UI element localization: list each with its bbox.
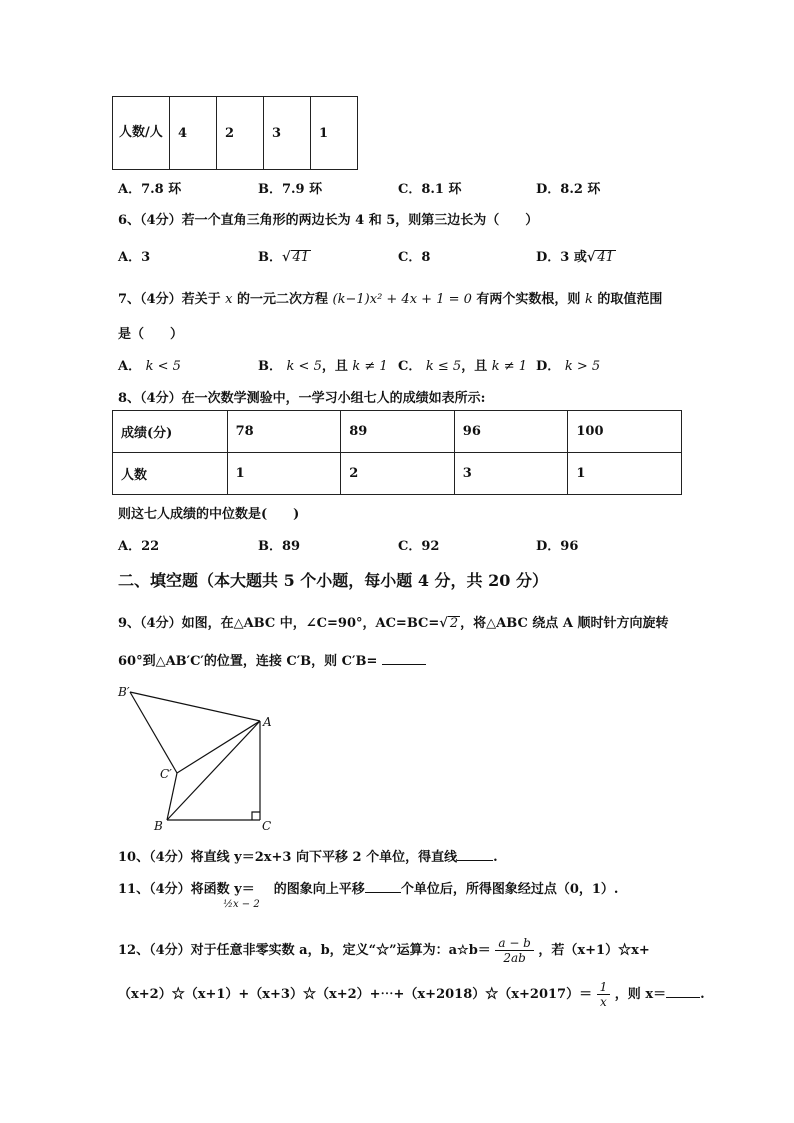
segment-b-prime-a [130, 692, 260, 721]
q8-table [112, 410, 682, 495]
q11-text-a: 11、（4分）将函数 [118, 882, 230, 897]
q8-header-cell: 成绩(分) [113, 411, 228, 453]
q6-sqrt-b: 41 [292, 250, 310, 265]
q5-table [112, 96, 358, 170]
q7-stem-a: 7、（4分）若关于 [118, 292, 221, 307]
q7-stem-c: 有两个实数根，则 [476, 292, 581, 307]
q7-option-b-label: B． [258, 359, 282, 374]
q8-row-cell: 1 [568, 453, 682, 495]
q12-fraction [495, 936, 534, 965]
q7-option-a-math: k < 5 [145, 359, 181, 374]
q8-followup: 则这七人成绩的中位数是( ) [118, 507, 300, 522]
label-c: C [262, 819, 272, 833]
q12-text-a: 12、（4分）对于任意非零实数 a，b，定义“☆”运算为：a☆b＝ [118, 943, 491, 958]
q12-line2-a: （x+2）☆（x+1）+（x+3）☆（x+2）+⋯+（x+2018）☆（x+2017）＝ [118, 987, 593, 1002]
q10-answer-blank [457, 848, 493, 861]
q7-option-c-cond: k ≠ 1 [491, 359, 528, 374]
right-angle-mark [252, 812, 260, 820]
q12-frac2-den: x [600, 995, 607, 1009]
q9-line2-text: 60°到△AB′C′的位置，连接 C′B，则 C′B= [118, 654, 378, 669]
q5-option-a: A．7.8 环 [118, 182, 182, 197]
q7-option-b-cond: k ≠ 1 [352, 359, 388, 374]
q8-header-cell: 100 [568, 411, 682, 453]
q11-text-b: 的图象向上平移 [273, 882, 365, 897]
q5-cell: 1 [311, 97, 358, 170]
q11-func-y: y＝ [234, 882, 255, 897]
q12-frac-num: a − b [495, 936, 534, 951]
q7-option-c-label: C． [398, 359, 422, 374]
q7-option-b [258, 355, 388, 374]
q8-header-cell: 78 [227, 411, 341, 453]
q8-header-cell: 89 [341, 411, 455, 453]
q12-line1 [118, 936, 650, 965]
q11-text-c: 个单位后，所得图象经过点（0，1）. [400, 882, 619, 897]
q7-var-x: x [225, 292, 233, 307]
q5-row-header: 人数/人 [113, 97, 170, 170]
q8-header-cell: 96 [454, 411, 568, 453]
q8-row-cell: 人数 [113, 453, 228, 495]
q12-fraction-2 [597, 980, 611, 1009]
q7-option-d [536, 355, 600, 374]
q12-line2 [118, 980, 705, 1009]
q5-option-b: B．7.9 环 [258, 182, 323, 197]
q11-func-expr: ½x − 2 [223, 899, 260, 910]
q9-stem [118, 612, 668, 631]
q8-row-cell: 1 [227, 453, 341, 495]
label-c-prime: C′ [160, 767, 172, 781]
q12-answer-blank [666, 985, 700, 998]
sqrt-sign: √ [439, 616, 448, 631]
q6-option-d [536, 246, 616, 265]
q5-cell: 2 [217, 97, 264, 170]
q9-figure [110, 680, 290, 840]
q8-row-cell: 3 [454, 453, 568, 495]
q7-option-c [398, 355, 527, 374]
q6-stem: 6、（4分）若一个直角三角形的两边长为 4 和 5，则第三边长为（ ） [118, 213, 539, 228]
q7-option-c-suffix: ，且 [461, 359, 488, 374]
q8-stem: 8、（4分）在一次数学测验中，一学习小组七人的成绩如表所示: [118, 391, 486, 406]
q6-sqrt-d: 41 [597, 250, 614, 265]
q12-frac2-num: 1 [597, 980, 611, 995]
segment-b-prime-c-prime [130, 692, 177, 773]
q12-end: . [700, 987, 705, 1002]
q7-option-b-suffix: ，且 [321, 359, 348, 374]
q11-answer-blank [365, 880, 401, 893]
q5-option-c: C．8.1 环 [398, 182, 462, 197]
q6-option-b [258, 246, 311, 265]
q8-option-a: A．22 [118, 539, 160, 554]
q8-option-c: C．92 [398, 539, 440, 554]
section2-title: 二、填空题（本大题共 5 个小题，每小题 4 分，共 20 分） [118, 571, 548, 590]
label-a: A [263, 715, 272, 729]
q5-option-d: D．8.2 环 [536, 182, 601, 197]
q7-equation: (k−1)x² + 4x + 1 = 0 [332, 292, 472, 307]
q10-stem [118, 846, 498, 865]
q7-option-a [118, 355, 181, 374]
q6-option-b-label: B． [258, 250, 282, 265]
q9-answer-blank [382, 652, 426, 665]
sqrt-sign: √ [586, 250, 596, 265]
q12-line2-b: ，则 x＝ [614, 987, 667, 1002]
q7-stem-b: 的一元二次方程 [237, 292, 329, 307]
q8-option-b: B．89 [258, 539, 301, 554]
q9-sqrt: 2 [449, 616, 459, 631]
q7-stem-d: 的取值范围 [597, 292, 663, 307]
q7-stem-line2: 是（ ） [118, 327, 184, 342]
q7-option-c-math: k ≤ 5 [425, 359, 462, 374]
q7-option-d-math: k > 5 [564, 359, 601, 374]
q9-line2 [118, 650, 426, 669]
q7-option-b-math: k < 5 [286, 359, 322, 374]
q7-option-a-label: A． [118, 359, 142, 374]
q9-stem-b: ，将△ABC 绕点 A 顺时针方向旋转 [460, 616, 669, 631]
q10-text: 10、（4分）将直线 y＝2x+3 向下平移 2 个单位，得直线 [118, 850, 458, 865]
q11-stem [118, 878, 619, 910]
q7-stem [118, 288, 662, 307]
q7-option-d-label: D． [536, 359, 561, 374]
q12-text-b: ，若（x+1）☆x+ [538, 943, 650, 958]
q7-var-k: k [584, 292, 593, 307]
q5-cell: 4 [170, 97, 217, 170]
q10-end: . [493, 850, 498, 865]
label-b: B [154, 819, 163, 833]
sqrt-sign: √ [282, 250, 291, 265]
q6-option-a: A．3 [118, 250, 151, 265]
q8-option-d: D．96 [536, 539, 579, 554]
q9-stem-a: 9、（4分）如图，在△ABC 中，∠C=90°，AC=BC= [118, 616, 440, 631]
q6-option-c: C．8 [398, 250, 431, 265]
q6-option-d-label: D．3 或 [536, 250, 587, 265]
label-b-prime: B′ [118, 685, 130, 699]
q8-row-cell: 2 [341, 453, 455, 495]
q5-cell: 3 [264, 97, 311, 170]
q12-frac-den: 2ab [503, 951, 526, 965]
